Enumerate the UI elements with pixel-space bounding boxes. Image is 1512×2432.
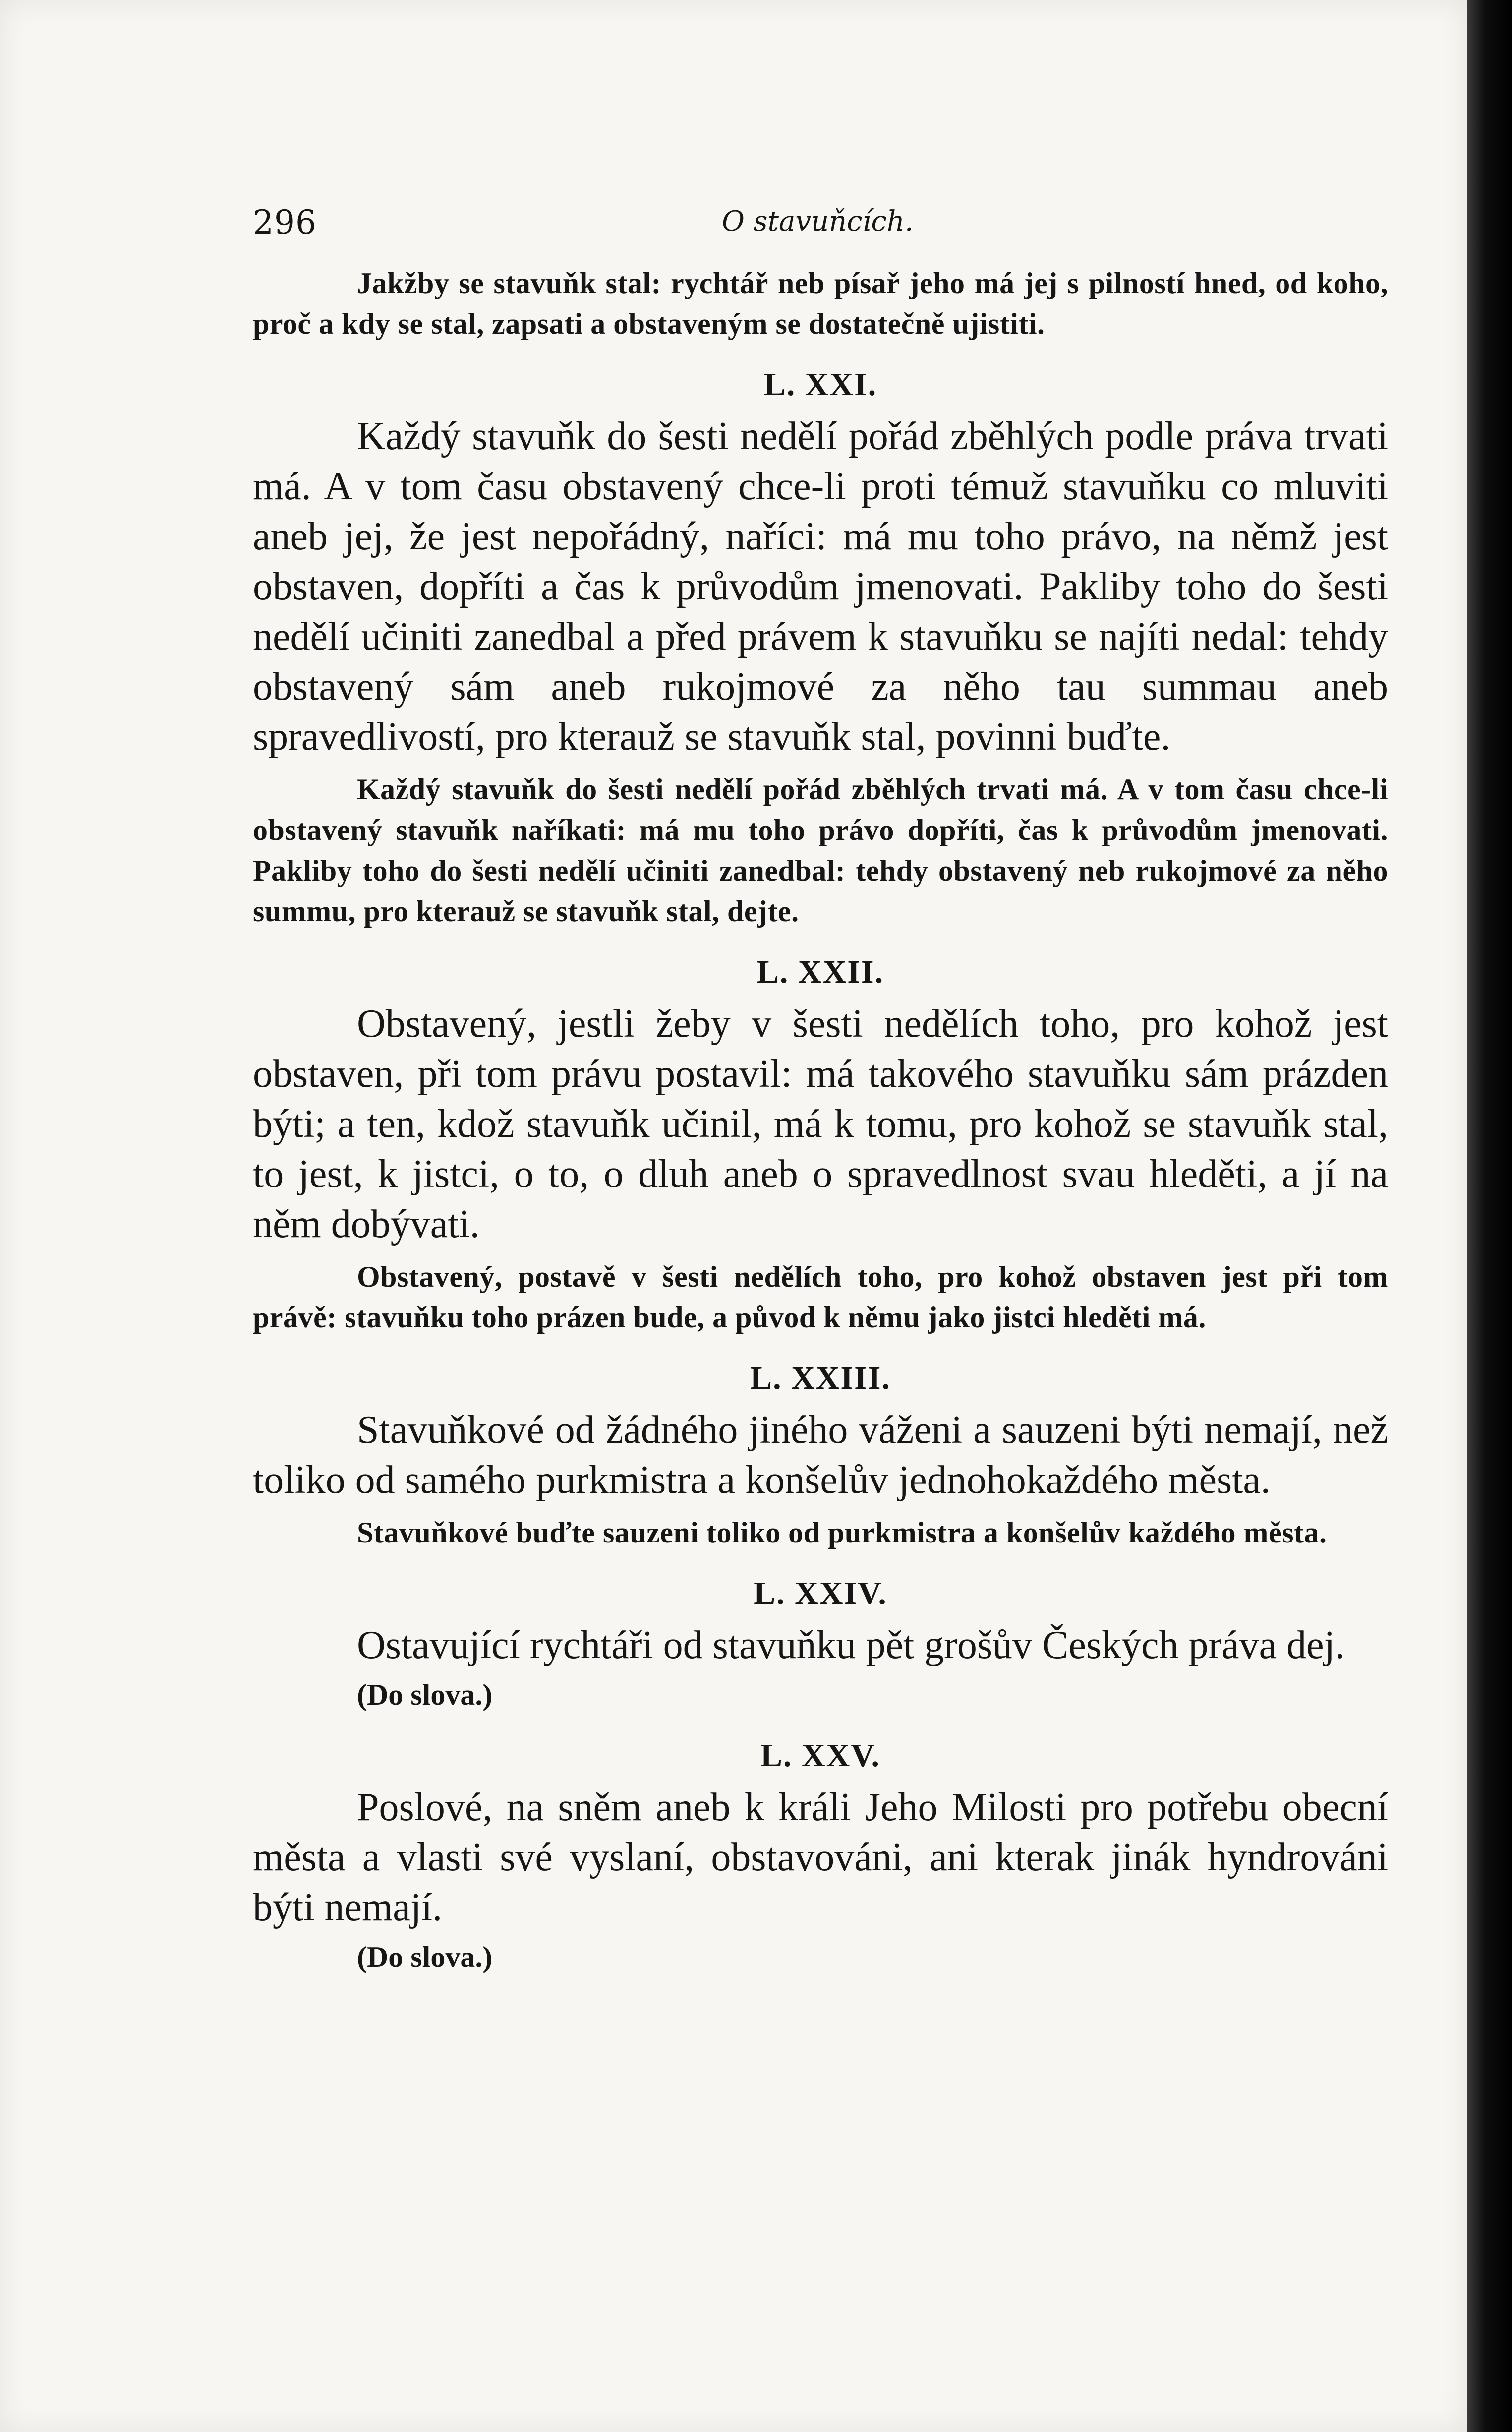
page-header (253, 188, 1388, 263)
article-21 (253, 366, 1388, 932)
article-heading: L. XXV. (760, 1737, 880, 1774)
running-head: O stavuňcích. (722, 205, 914, 237)
article-22 (253, 953, 1388, 1338)
article-heading: L. XXII. (756, 954, 884, 990)
article-23 (253, 1360, 1388, 1553)
intro-summary: Jakžby se stavuňk stal: rychtář neb písař jeho má jej s pilností hned, od koho, proč a kdy se stal, zapsati a obstaveným se dostatečně ujistiti. (253, 267, 1388, 340)
article-summary: Stavuňkové buďte sauzeni toliko od purkmistra a konšelův každého města. (357, 1516, 1327, 1549)
page-text-block (253, 188, 1388, 1977)
article-25 (253, 1737, 1388, 1977)
article-24 (253, 1575, 1388, 1715)
article-text: Poslové, na sněm aneb k králi Jeho Milosti pro potřebu obecní města a vlasti své vyslaní, obstavováni, ani kterak jinák hyndrováni býti nemají. (253, 1785, 1388, 1929)
scan-page-edge (1467, 0, 1512, 2432)
article-heading: L. XXI. (763, 366, 877, 403)
article-text: Každý stavuňk do šesti nedělí pořád zběhlých podle práva trvati má. A v tom času obstavený chce-li proti témuž stavuňku co mluviti aneb jej, že jest nepořádný, naříci: má mu toho právo, na němž jest obstaven, dopříti a čas k průvodům jmenovati. Pakliby toho do šesti nedělí učiniti zanedbal a před právem k stavuňku se najíti nedal: tehdy obstavený sám aneb rukojmové za něho tau summau aneb spravedlivostí, pro kterauž se stavuňk stal, povinni buďte. (253, 415, 1388, 759)
article-text: Ostavující rychtáři od stavuňku pět grošův Českých práva dej. (357, 1623, 1345, 1667)
article-note: (Do slova.) (357, 1941, 493, 1973)
article-heading: L. XXIII. (750, 1360, 891, 1396)
article-text: Obstavený, jestli žeby v šesti nedělích toho, pro kohož jest obstaven, při tom právu postavil: má takového stavuňku sám prázden býti; a ten, kdož stavuňk učinil, má k tomu, pro kohož se stavuňk stal, to jest, k jistci, o to, o dluh aneb o spravedlnost svau hleděti, a jí na něm dobývati. (253, 1002, 1388, 1246)
article-heading: L. XXIV. (754, 1575, 887, 1611)
page-number: 296 (253, 203, 317, 241)
article-summary: Každý stavuňk do šesti nedělí pořád zběhlých trvati má. A v tom času chce-li obstavený stavuňk naříkati: má mu toho právo dopříti, čas k průvodům jmenovati. Pakliby toho do šesti nedělí učiniti zanedbal: tehdy obstavený neb rukojmové za něho summu, pro kterauž se stavuňk stal, dejte. (253, 773, 1388, 928)
article-note: (Do slova.) (357, 1678, 493, 1711)
article-summary: Obstavený, postavě v šesti nedělích toho, pro kohož obstaven jest při tom právě: stavuňku toho prázen bude, a původ k němu jako jistci hleděti má. (253, 1260, 1388, 1334)
article-text: Stavuňkové od žádného jiného váženi a sauzeni býti nemají, než toliko od samého purkmistra a konšelův jednohokaždého města. (253, 1408, 1388, 1502)
